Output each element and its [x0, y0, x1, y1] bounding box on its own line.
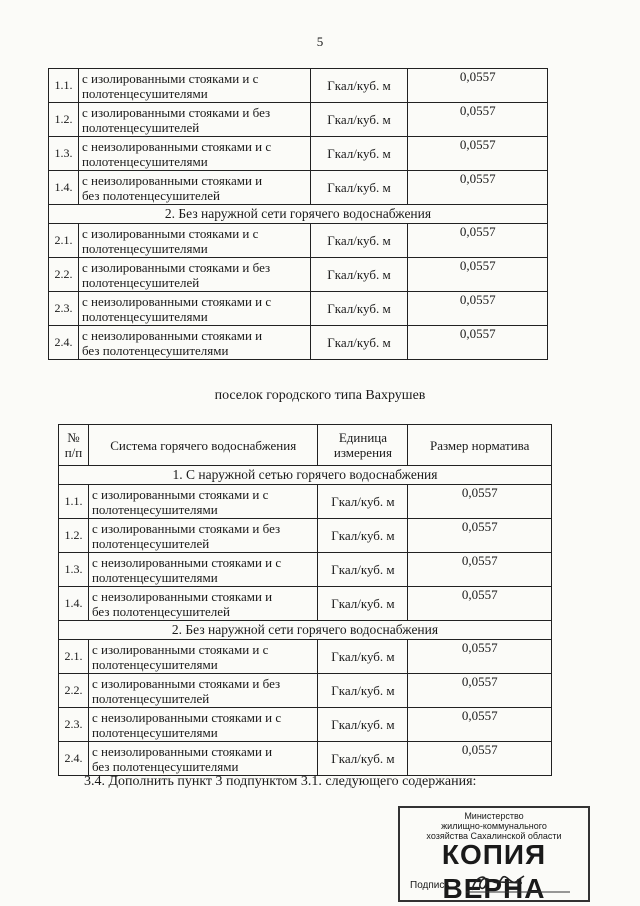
row-value: 0,0557	[408, 485, 552, 519]
section-row	[59, 466, 552, 485]
row-value: 0,0557	[408, 553, 552, 587]
description-line: с неизолированными стояками и с	[91, 709, 282, 725]
description-line: полотенцесушителей	[91, 535, 210, 551]
certification-stamp	[398, 806, 590, 902]
row-unit: Гкал/куб. м	[310, 224, 408, 258]
description-line: полотенцесушителей	[81, 274, 200, 290]
row-number: 1.2.	[59, 519, 89, 553]
table-row	[59, 674, 552, 708]
section-row	[49, 205, 548, 224]
stamp-org	[400, 811, 588, 841]
row-unit: Гкал/куб. м	[318, 674, 408, 708]
description-line: с неизолированными стояками и	[81, 327, 263, 343]
table-row	[59, 485, 552, 519]
row-description	[78, 137, 310, 171]
row-unit: Гкал/куб. м	[310, 137, 408, 171]
row-description	[78, 103, 310, 137]
row-value: 0,0557	[408, 519, 552, 553]
description-line: без полотенцесушителями	[81, 342, 229, 358]
row-description	[78, 326, 310, 360]
row-description	[88, 519, 318, 553]
description-line: без полотенцесушителей	[91, 603, 231, 619]
table-row	[49, 171, 548, 205]
table-row	[59, 587, 552, 621]
description-line: полотенцесушителями	[91, 501, 218, 517]
table-row	[49, 326, 548, 360]
row-number: 1.1.	[59, 485, 89, 519]
row-value: 0,0557	[408, 258, 548, 292]
header-num: № п/п	[59, 425, 89, 466]
row-description	[88, 553, 318, 587]
row-number: 2.3.	[59, 708, 89, 742]
row-value: 0,0557	[408, 708, 552, 742]
description-line: без полотенцесушителями	[91, 758, 239, 774]
description-line: полотенцесушителями	[91, 724, 218, 740]
row-unit: Гкал/куб. м	[318, 640, 408, 674]
row-number: 2.2.	[49, 258, 79, 292]
stamp-org-line: Министерство	[464, 811, 524, 821]
norm-table-2-body	[59, 466, 552, 776]
section-title: 1. С наружной сетью горячего водоснабжения	[59, 466, 552, 485]
description-line: с неизолированными стояками и	[81, 172, 263, 188]
row-description	[78, 258, 310, 292]
table-row	[49, 258, 548, 292]
row-description	[78, 171, 310, 205]
stamp-sign-label: Подпись	[410, 880, 450, 891]
row-unit: Гкал/куб. м	[318, 485, 408, 519]
row-description	[88, 674, 318, 708]
table-row	[49, 103, 548, 137]
row-unit: Гкал/куб. м	[310, 292, 408, 326]
row-unit: Гкал/куб. м	[318, 742, 408, 776]
page-number: 5	[316, 34, 324, 49]
stamp-org-line: жилищно-коммунального	[441, 821, 547, 831]
table-row	[49, 137, 548, 171]
row-description	[78, 69, 310, 103]
table-row	[59, 553, 552, 587]
description-line: с изолированными стояками и с	[81, 225, 259, 241]
description-line: с неизолированными стояками и с	[91, 554, 282, 570]
header-unit: Единица измерения	[318, 425, 408, 466]
table-row	[49, 69, 548, 103]
table-row	[59, 742, 552, 776]
row-number: 1.4.	[49, 171, 79, 205]
row-number: 1.4.	[59, 587, 89, 621]
row-value: 0,0557	[408, 587, 552, 621]
settlement-title: поселок городского типа Вахрушев	[214, 388, 426, 403]
row-value: 0,0557	[408, 224, 548, 258]
row-description	[88, 485, 318, 519]
row-unit: Гкал/куб. м	[310, 326, 408, 360]
description-line: с изолированными стояками и без	[81, 104, 271, 120]
row-unit: Гкал/куб. м	[318, 708, 408, 742]
row-value: 0,0557	[408, 137, 548, 171]
row-number: 2.4.	[49, 326, 79, 360]
description-line: полотенцесушителей	[81, 119, 200, 135]
description-line: полотенцесушителями	[81, 153, 208, 169]
row-value: 0,0557	[408, 292, 548, 326]
description-line: полотенцесушителями	[91, 656, 218, 672]
row-unit: Гкал/куб. м	[318, 553, 408, 587]
row-description	[88, 708, 318, 742]
description-line: с неизолированными стояками и с	[81, 138, 272, 154]
row-description	[78, 292, 310, 326]
description-line: без полотенцесушителей	[81, 187, 221, 203]
row-value: 0,0557	[408, 742, 552, 776]
row-description	[88, 742, 318, 776]
section-row	[59, 621, 552, 640]
section-title: 2. Без наружной сети горячего водоснабжения	[49, 205, 548, 224]
row-value: 0,0557	[408, 674, 552, 708]
row-number: 2.3.	[49, 292, 79, 326]
description-line: полотенцесушителей	[91, 690, 210, 706]
row-number: 2.1.	[59, 640, 89, 674]
row-unit: Гкал/куб. м	[318, 587, 408, 621]
description-line: с неизолированными стояками и	[91, 588, 273, 604]
description-line: с неизолированными стояками и с	[81, 293, 272, 309]
row-unit: Гкал/куб. м	[310, 69, 408, 103]
table-row	[49, 292, 548, 326]
signature-icon	[462, 870, 572, 896]
table-row	[49, 224, 548, 258]
row-number: 2.1.	[49, 224, 79, 258]
row-number: 1.3.	[59, 553, 89, 587]
row-value: 0,0557	[408, 103, 548, 137]
description-line: с изолированными стояками и с	[81, 70, 259, 86]
stamp-main-text: КОПИЯ ВЕРНА	[441, 839, 547, 904]
section-title: 2. Без наружной сети горячего водоснабжения	[59, 621, 552, 640]
description-line: полотенцесушителями	[81, 308, 208, 324]
row-description	[78, 224, 310, 258]
row-value: 0,0557	[408, 326, 548, 360]
row-unit: Гкал/куб. м	[310, 103, 408, 137]
norm-table-2	[58, 424, 552, 776]
stamp-org-line: хозяйства Сахалинской области	[426, 831, 562, 841]
description-line: с изолированными стояками и без	[81, 259, 271, 275]
row-unit: Гкал/куб. м	[318, 519, 408, 553]
description-line: с изолированными стояками и без	[91, 675, 281, 691]
row-value: 0,0557	[408, 171, 548, 205]
table-header-row	[59, 425, 552, 466]
row-number: 1.3.	[49, 137, 79, 171]
norm-table-1	[48, 68, 548, 360]
table-row	[59, 708, 552, 742]
header-system: Система горячего водоснабжения	[88, 425, 318, 466]
description-line: с изолированными стояками и без	[91, 520, 281, 536]
row-description	[88, 640, 318, 674]
table-row	[59, 519, 552, 553]
header-value: Размер норматива	[408, 425, 552, 466]
row-unit: Гкал/куб. м	[310, 171, 408, 205]
row-number: 1.1.	[49, 69, 79, 103]
row-unit: Гкал/куб. м	[310, 258, 408, 292]
description-line: полотенцесушителями	[81, 240, 208, 256]
description-line: с изолированными стояками и с	[91, 486, 269, 502]
row-description	[88, 587, 318, 621]
row-number: 2.4.	[59, 742, 89, 776]
description-line: полотенцесушителями	[81, 85, 208, 101]
row-number: 1.2.	[49, 103, 79, 137]
closing-paragraph: 3.4. Дополнить пункт 3 подпунктом 3.1. следующего содержания:	[84, 774, 477, 789]
row-value: 0,0557	[408, 69, 548, 103]
description-line: полотенцесушителями	[91, 569, 218, 585]
row-value: 0,0557	[408, 640, 552, 674]
norm-table-1-body	[49, 69, 548, 360]
description-line: с неизолированными стояками и	[91, 743, 273, 759]
row-number: 2.2.	[59, 674, 89, 708]
table-row	[59, 640, 552, 674]
description-line: с изолированными стояками и с	[91, 641, 269, 657]
